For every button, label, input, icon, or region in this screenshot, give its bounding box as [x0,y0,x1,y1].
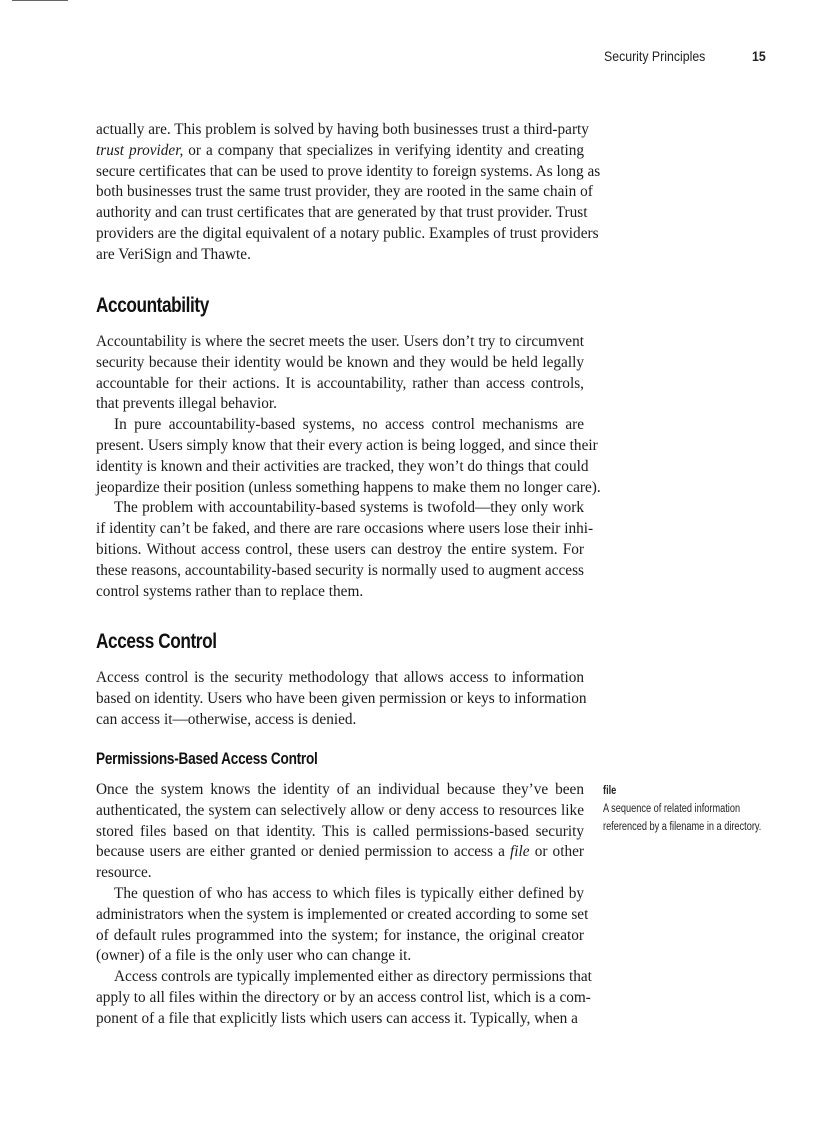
text-segment: both businesses trust the same trust provider, they are rooted in the same chain of [96,183,593,201]
heading-accountability: Accountability [96,294,209,317]
text-segment: apply to all files within the directory or by an access control list, which is a com- [96,988,591,1006]
text-line [96,457,589,478]
text-line [96,353,584,374]
text-line [96,415,584,436]
text-line [96,582,584,603]
text-segment: or other [529,843,584,861]
text-segment: present. Users simply know that their every action is being logged, and since their [96,436,598,454]
text-segment: administrators when the system is implemented or created according to some set [96,905,589,923]
text-line [96,394,584,415]
text-segment: or a company that specializes in verifying identity and creating [183,141,584,159]
access-control-text [96,668,587,730]
text-segment: can access it—otherwise, access is denied. [96,710,357,728]
definition-line: referenced by a filename in a directory. [603,821,762,833]
text-segment: security because their identity would be known and they would be held legally [96,353,584,371]
text-segment: ponent of a file that explicitly lists which users can access it. Typically, when a [96,1009,578,1027]
text-line [96,224,599,245]
heading-access-control: Access Control [96,630,217,653]
text-segment: these reasons, accountability-based security is normally used to augment access [96,561,584,579]
text-segment: resource. [96,864,152,882]
text-segment: of default rules programmed into the system; for instance, the original creator [96,926,584,944]
text-line [96,498,584,519]
text-segment: if identity can’t be faked, and there are rare occasions where users lose their inhi- [96,520,594,538]
text-segment: The problem with accountability-based systems is twofold—they only work [114,499,584,517]
text-line [96,182,593,203]
text-line [96,1009,584,1030]
text-segment: because users are either granted or denied permission to access a [96,843,511,861]
text-line [96,822,584,843]
text-segment: stored files based on that identity. This is called permissions-based security [96,822,584,840]
text-segment: Access controls are typically implemented either as directory permissions that [114,968,592,986]
text-line [96,926,584,947]
page-number: 15 [752,48,766,64]
text-line [96,374,584,395]
text-line [96,946,584,967]
margin-definition [603,782,795,836]
text-segment: based on identity. Users who have been given permission or keys to information [96,689,587,707]
text-segment: actually are. This problem is solved by having both businesses trust a third-party [96,121,589,138]
text-segment: In pure accountability-based systems, no access control mechanisms are [114,416,584,434]
text-line [96,689,587,710]
text-line [96,120,589,141]
text-line [96,668,584,689]
text-line [96,332,584,353]
italic-term: trust provider, [96,141,184,159]
text-line [96,519,594,540]
text-line [96,478,601,499]
text-line [96,141,584,162]
text-line [96,884,584,905]
text-segment: authority and can trust certificates that are generated by that trust provider. Trust [96,204,588,222]
text-line [96,710,584,731]
definition-line: A sequence of related information [603,803,741,815]
text-segment: identity is known and their activities are tracked, they won’t do things that could [96,457,589,475]
text-segment: secure certificates that can be used to prove identity to foreign systems. As long as [96,162,601,180]
text-segment: providers are the digital equivalent of a notary public. Examples of trust providers [96,224,599,242]
text-line [96,162,601,183]
text-segment: Once the system knows the identity of an individual because they’ve been [96,781,584,798]
text-segment: Access control is the security methodology that allows access to information [96,669,584,686]
intro-text [96,120,601,266]
text-line [96,203,588,224]
text-segment: The question of who has access to which files is typically either defined by [114,884,584,902]
text-line [96,245,584,266]
text-segment: accountable for their actions. It is accountability, rather than access controls, [96,374,584,392]
text-line [96,436,598,457]
definition-term: file [603,785,617,797]
text-line [96,780,584,801]
text-segment: are VeriSign and Thawte. [96,245,251,263]
text-segment: bitions. Without access control, these users can destroy the entire system. For [96,540,584,558]
text-segment: that prevents illegal behavior. [96,395,277,413]
text-segment: Accountability is where the secret meets the user. Users don’t try to circumvent [96,333,584,350]
text-segment: jeopardize their position (unless something happens to make them no longer care). [96,478,601,496]
text-line [96,540,584,561]
text-line [96,967,592,988]
accountability-text [96,332,601,602]
text-segment: (owner) of a file is the only user who can change it. [96,947,412,965]
text-line [96,863,584,884]
subheading-permissions: Permissions-Based Access Control [96,749,318,768]
text-line [96,561,584,582]
text-segment: authenticated, the system can selectively allow or deny access to resources like [96,801,584,819]
text-line [96,842,584,863]
running-title: Security Principles [604,48,706,64]
text-line [96,988,591,1009]
crop-mark [12,0,68,1]
text-line [96,905,589,926]
permissions-text [96,780,592,1030]
italic-term: file [510,843,530,861]
text-line [96,801,584,822]
text-segment: control systems rather than to replace them. [96,582,364,600]
